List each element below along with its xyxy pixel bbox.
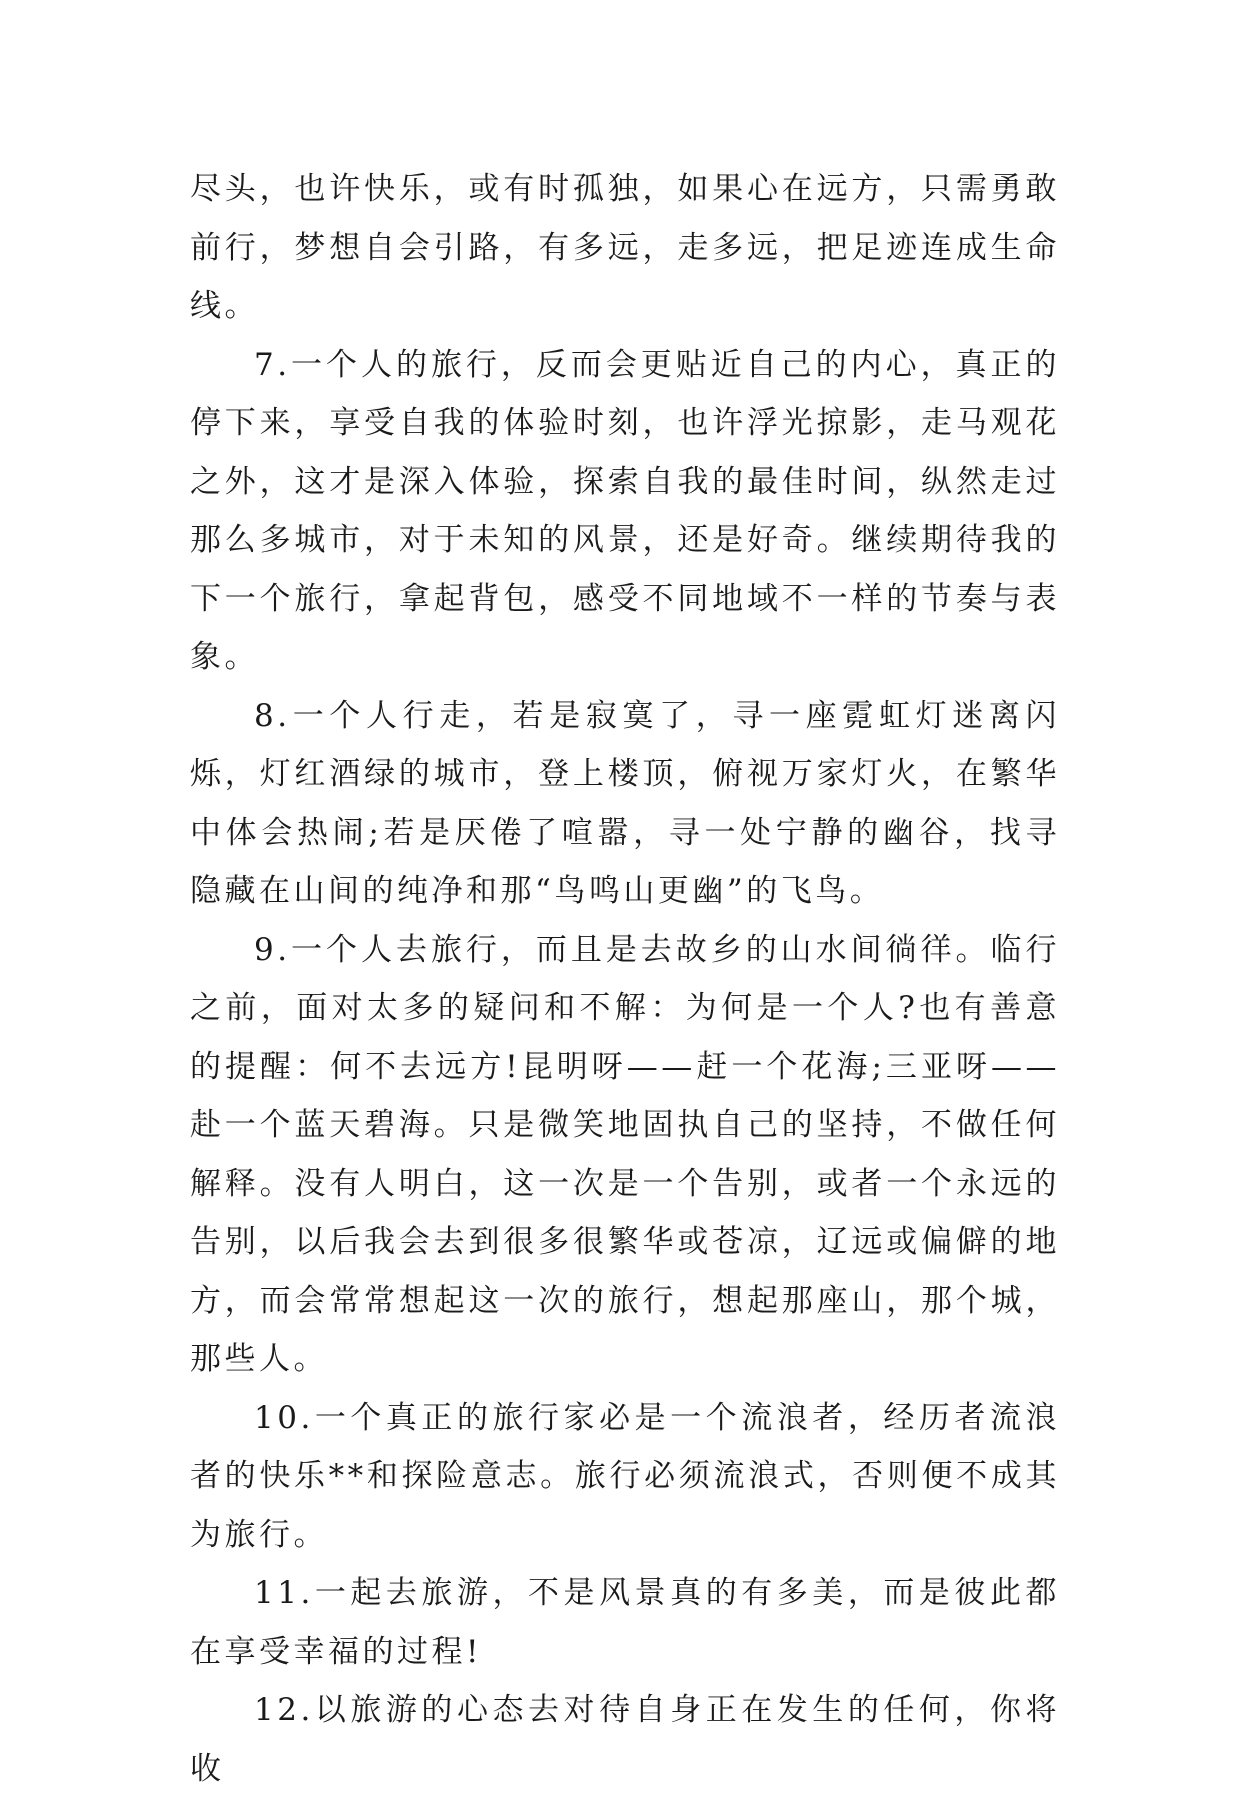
paragraph-continuation: 尽头，也许快乐，或有时孤独，如果心在远方，只需勇敢前行，梦想自会引路，有多远，走多远，把足迹连成生命线。 <box>190 171 1060 324</box>
paragraph-item-8: 8.一个人行走，若是寂寞了，寻一座霓虹灯迷离闪烁，灯红酒绿的城市，登上楼顶，俯视万家灯火，在繁华中体会热闹;若是厌倦了喧嚣，寻一处宁静的幽谷，找寻隐藏在山间的纯净和那“鸟鸣山更幽”的飞鸟。 <box>190 697 1060 909</box>
paragraph-item-7: 7.一个人的旅行，反而会更贴近自己的内心，真正的停下来，享受自我的体验时刻，也许浮光掠影，走马观花之外，这才是深入体验，探索自我的最佳时间，纵然走过那么多城市，对于未知的风景，还是好奇。继续期待我的下一个旅行，拿起背包，感受不同地域不一样的节奏与表象。 <box>190 346 1060 675</box>
paragraph-item-10: 10.一个真正的旅行家必是一个流浪者，经历者流浪者的快乐**和探险意志。旅行必须流浪式，否则便不成其为旅行。 <box>190 1399 1060 1553</box>
paragraph-item-11: 11.一起去旅游，不是风景真的有多美，而是彼此都在享受幸福的过程! <box>190 1575 1060 1670</box>
paragraph-item-12: 12.以旅游的心态去对待自身正在发生的任何，你将收 <box>190 1692 1060 1787</box>
document-body <box>190 160 1060 1798</box>
paragraph-item-9: 9.一个人去旅行，而且是去故乡的山水间徜徉。临行之前，面对太多的疑问和不解：为何是一个人?也有善意的提醒：何不去远方!昆明呀——赶一个花海;三亚呀——赴一个蓝天碧海。只是微笑地固执自己的坚持，不做任何解释。没有人明白，这一次是一个告别，或者一个永远的告别，以后我会去到很多很繁华或苍凉，辽远或偏僻的地方，而会常常想起这一次的旅行，想起那座山，那个城，那些人。 <box>190 931 1060 1377</box>
